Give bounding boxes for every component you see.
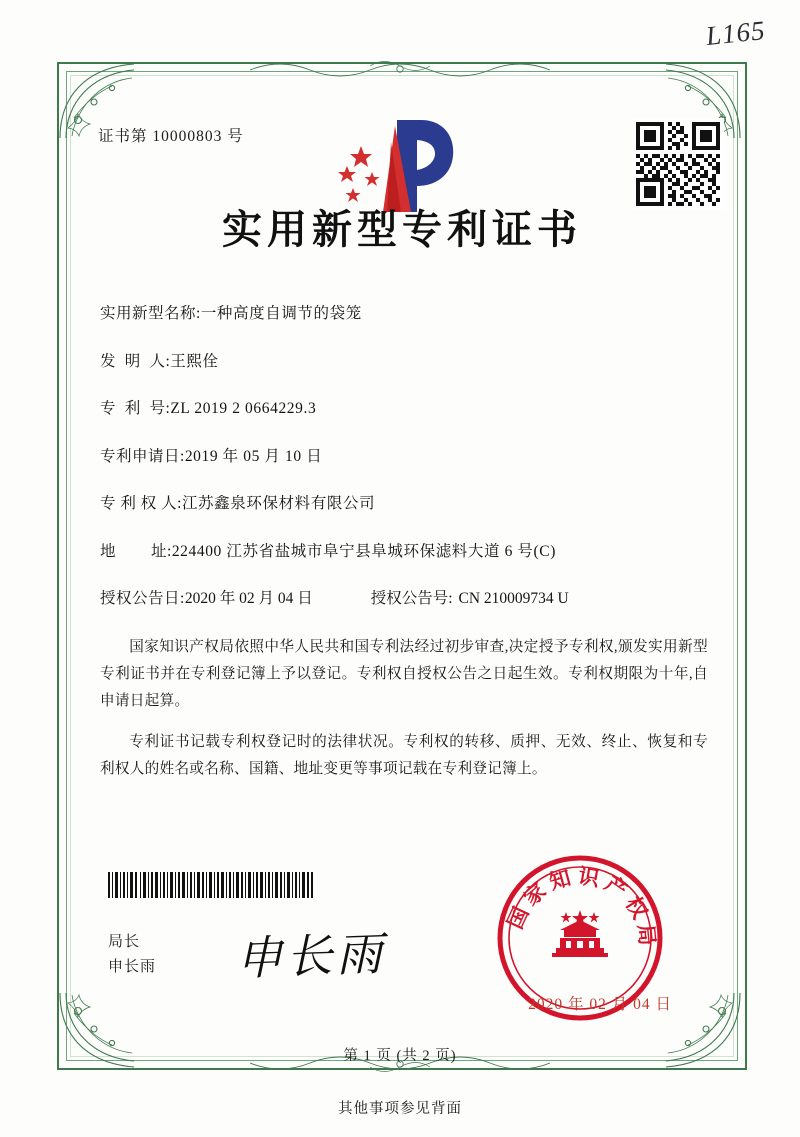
field-value-application-date: 2019 年 05 月 10 日: [184, 447, 323, 465]
certificate-number: 证书第 10000803 号: [98, 128, 244, 145]
certificate-content: [90, 100, 714, 798]
field-label-inventor: 发 明 人:: [100, 352, 171, 370]
field-value-grant-number: CN 210009734 U: [458, 590, 569, 607]
legal-text: [90, 634, 714, 784]
fields-list: [90, 301, 714, 608]
field-label-patentee: 专 利 权 人:: [100, 495, 182, 512]
paragraph-grant-statement: 国家知识产权局依照中华人民共和国专利法经过初步审查,决定授予专利权,颁发实用新型专利证书并在专利登记簿上予以登记。专利权自授权公告之日起生效。专利权期限为十年,自申请日起算。: [100, 638, 708, 709]
field-value-patent-number: ZL 2019 2 0664229.3: [170, 400, 317, 417]
field-row: [100, 491, 714, 513]
handwritten-signature: 申长雨: [235, 928, 387, 985]
field-label-utility-model-name: 实用新型名称:: [100, 305, 201, 322]
barcode: [108, 872, 313, 898]
field-label-application-date: 专利申请日:: [100, 447, 185, 465]
field-row-grant: [100, 586, 714, 608]
field-value-inventor: 王熙佺: [170, 352, 219, 370]
field-label-patent-number: 专 利 号:: [100, 400, 171, 417]
signature-name: 申长雨: [108, 959, 157, 975]
field-row: [100, 396, 714, 418]
field-row: [100, 301, 714, 323]
page-title: 实用新型专利证书: [222, 206, 582, 253]
signature-block: [108, 930, 156, 980]
paragraph-registry-statement: 专利证书记载专利权登记时的法律状况。专利权的转移、质押、无效、终止、恢复和专利权人的姓名或名称、国籍、地址变更等事项记载在专利登记簿上。: [100, 734, 708, 778]
field-value-patentee: 江苏鑫泉环保材料有限公司: [181, 495, 376, 512]
footer-note: 其他事项参见背面: [338, 1101, 462, 1117]
signature-role-label: 局长: [108, 934, 141, 950]
top-border-ornament-icon: [250, 56, 550, 82]
field-value-grant-date: 2020 年 02 月 04 日: [184, 590, 313, 607]
field-row: [100, 444, 714, 466]
handwritten-mark: L165: [705, 14, 768, 52]
seal-date: 2020 年 02 月 04 日: [528, 996, 672, 1013]
field-label-address: 地 址:: [100, 542, 172, 560]
field-label-grant-number: 授权公告号:: [370, 590, 453, 607]
svg-text:国家知识产权局: 国家知识产权局: [501, 862, 661, 952]
field-value-utility-model-name: 一种高度自调节的袋笼: [200, 305, 362, 322]
field-row: [100, 349, 714, 371]
field-value-address: 224400 江苏省盐城市阜宁县阜城环保滤料大道 6 号(C): [171, 542, 556, 560]
page-indicator: 第 1 页 (共 2 页): [343, 1048, 457, 1064]
field-label-grant-date: 授权公告日:: [100, 590, 185, 607]
field-row: [100, 539, 714, 561]
